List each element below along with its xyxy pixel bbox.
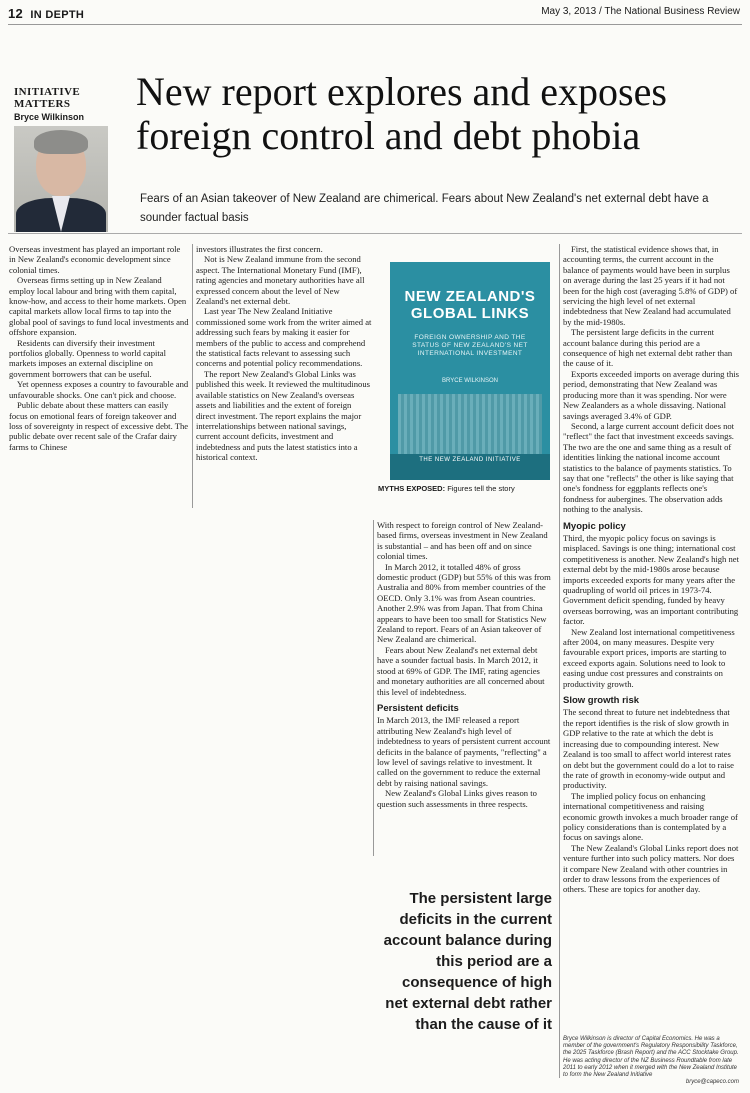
paragraph: The persistent large deficits in the current account balance during this period are a consequence of high net external debt rather than the cause of it.: [563, 327, 733, 369]
photo-hair: [34, 130, 88, 154]
standfirst: Fears of an Asian takeover of New Zealand are chimerical. Fears about New Zealand's net external debt have a sounder factual basis: [140, 193, 709, 224]
paragraph: Last year The New Zealand Initiative commissioned some work from the writer aimed at addressing such fears by making it easier for members of the public to access and comprehend the statistical facts relevant to assessing such concerns and potential policy recommendations.: [196, 306, 372, 369]
paragraph: First, the statistical evidence shows that, in accounting terms, the current account in the balance of payments would have been in surplus on average during the last 25 years if it had not been for the high cost (averaging 5.8% of GDP) of servicing the high level of net external indebtedness that New Zealand had accumulated by the mid-1980s.: [563, 244, 738, 327]
paragraph: Exports exceeded imports on average during this period, demonstrating that New Zealand was producing more than it was spending. Nor were New Zealanders as a whole dissaving. National savings averaged 3.4% of GDP.: [563, 368, 740, 421]
book-author: BRYCE WILKINSON: [442, 378, 498, 384]
headline: New report explores and exposes foreign control and debt phobia: [136, 69, 667, 158]
publication-date: May 3, 2013 / The National Business Review: [541, 6, 740, 17]
section-name: IN DEPTH: [30, 9, 85, 21]
paragraph: With respect to foreign control of New Zealand-based firms, overseas investment in New Zealand is substantial – and has been off and on since colonial times.: [377, 520, 548, 562]
column-rule: [559, 244, 560, 1078]
page-number: 12: [8, 6, 24, 21]
book-publisher-band: [390, 454, 550, 480]
article-column-3: [377, 520, 553, 809]
subheading-slow-growth-risk: Slow growth risk: [563, 695, 640, 707]
subheading-myopic-policy: Myopic policy: [563, 520, 626, 532]
paragraph: New Zealand lost international competitiveness after 2004, on many measures. Despite very favourable export prices, imports are starting to exceed exports again. Solutions need to look to easing undue cost pressures and constraints on productivity growth.: [563, 626, 735, 689]
article-column-1: [9, 244, 189, 452]
paragraph: Not is New Zealand immune from the second aspect. The International Monetary Fund (IMF), rating agencies and monetary authorities have all expressed concern about the level of New Zealand's net external debt.: [196, 254, 365, 307]
caption-label: MYTHS EXPOSED:: [378, 484, 446, 493]
author-bio-text: Bryce Wilkinson is director of Capital Economics. He was a member of the government's Regulatory Responsibility Taskforce, the 2025 Taskforce (Brash Report) and the ACC Stocktake Group. He was acting director of the NZ Business Roundtable from late 2011 to early 2012 when it merged with the New Zealand Institute to form the New Zealand Initiative: [563, 1036, 739, 1079]
caption-text: Figures tell the story: [447, 484, 515, 493]
headline-rule: [8, 233, 742, 234]
author-bio: [563, 1036, 739, 1086]
pull-quote: The persistent large deficits in the current account balance during this period are a consequence of high net external debt rather than the cause of it: [383, 890, 552, 1033]
author-photo: [14, 126, 108, 232]
column-rule: [373, 520, 374, 856]
paragraph: The New Zealand's Global Links report does not venture further into such policy matters. Nor does it compare New Zealand with other countries in order to draw lessons from the experiences of others. These are topics for another day.: [563, 842, 739, 895]
paragraph: Overseas firms setting up in New Zealand employ local labour and bring with them capital, know-how, and access to their home markets. Open capital markets allow local firms to tap into the global pool of savings to fund local investments and offshore expansion.: [9, 275, 189, 338]
page-header-left: [8, 6, 84, 21]
paragraph: In March 2013, the IMF released a report attributing New Zealand's high level of indebtedness to years of persistent current account deficits in the balance of payments, "reflecting" a low level of savings relative to investment. It called on the government to reduce the external debt by raising national savings.: [377, 715, 551, 788]
paragraph: Second, a large current account deficit does not "reflect" the fact that investment exceeds savings. The two are the one and same thing as a result of identities linking the national income account statistics to the balance of payments statistics. To say that one "reflects" the other is like saying that one's fondness for eggplants reflects one's fondness for aubergines. The observation adds nothing to the analysis.: [563, 420, 735, 515]
header-rule: [8, 24, 742, 25]
article-column-2: [196, 244, 372, 463]
subheading-persistent-deficits: Persistent deficits: [377, 702, 459, 714]
paragraph: The second threat to future net indebtedness that the report identifies is the risk of slow growth in GDP relative to the rate at which the debt is increasing due to compounding interest. New Zealand is too small to affect world interest rates on debt but the government could do a lot to raise the rate of growth in economy-wide output and productivity.: [563, 707, 734, 791]
image-caption: [378, 484, 558, 493]
paragraph: The implied policy focus on enhancing international competitiveness and raising economic growth invokes a much broader range of policy considerations than is contemplated by a focus on savings alone.: [563, 790, 738, 843]
book-cover-image: [390, 262, 550, 480]
article-column-4: [563, 244, 739, 895]
book-cover-art: [398, 394, 542, 454]
byline: Bryce Wilkinson: [14, 112, 84, 122]
column-label-line1: INITIATIVE: [14, 86, 81, 98]
paragraph: Residents can diversify their investment portfolios globally. Openness to world capital markets imposes an external discipline on government borrowers that can be useful.: [9, 337, 166, 379]
paragraph: In March 2012, it totalled 48% of gross domestic product (GDP) but 55% of this was from Australia and 80% from member countries of the OECD. Only 3.1% was from Asean countries. Another 2.9% was from Japan. That from China appears to have been too small for Statistics New Zealand to report. Fears of an Asian takeover of New Zealand are chimerical.: [377, 561, 551, 645]
paragraph: Fears about New Zealand's net external debt have a sounder factual basis. In March 2012, it stood at 69% of GDP. The IMF, rating agencies and monetary authorities are all concerned about this level of indebtedness.: [377, 644, 545, 697]
paragraph: investors illustrates the first concern.: [196, 244, 323, 254]
paragraph: New Zealand's Global Links gives reason to question such assessments in three respects.: [377, 788, 537, 809]
book-publisher: THE NEW ZEALAND INITIATIVE: [419, 457, 521, 463]
book-title: NEW ZEALAND'S GLOBAL LINKS: [404, 288, 536, 322]
paragraph: Third, the myopic policy focus on savings is misplaced. Savings is one thing; international cost competitiveness is another. New Zealand's high net external debt by the mid-1980s arose because imports exceeded exports for many years after the quadrupling of world oil prices in 1973-74. Government deficit spending, funded by heavy overseas borrowing, was an important contributing factor.: [563, 532, 740, 627]
paragraph: Yet openness exposes a country to favourable and unfavourable shocks. One can't pick and choose.: [9, 379, 189, 400]
paragraph: Overseas investment has played an important role in New Zealand's economic development since colonial times.: [9, 244, 181, 275]
column-label-line2: MATTERS: [14, 98, 71, 110]
column-rule: [192, 244, 193, 508]
paragraph: The report New Zealand's Global Links was published this week. It reviewed the multitudinous available statistics on New Zealand's overseas assets and liabilities and the extent of foreign direct investment. The report explains the major interrelationships between national savings, current account deficits, investment and indebtedness and puts the latest statistics into a historical context.: [196, 368, 370, 463]
author-email: bryce@capeco.com: [685, 1079, 739, 1086]
book-subtitle: FOREIGN OWNERSHIP AND THE STATUS OF NEW ZEALAND'S NET INTERNATIONAL INVESTMENT: [412, 334, 528, 357]
column-label: [14, 86, 124, 110]
paragraph: Public debate about these matters can easily focus on emotional fears of foreign takeover and loss of sovereignty in respect of excessive debt. The public debate over recent sale of the Crafar dairy farms to Chinese: [9, 400, 189, 452]
